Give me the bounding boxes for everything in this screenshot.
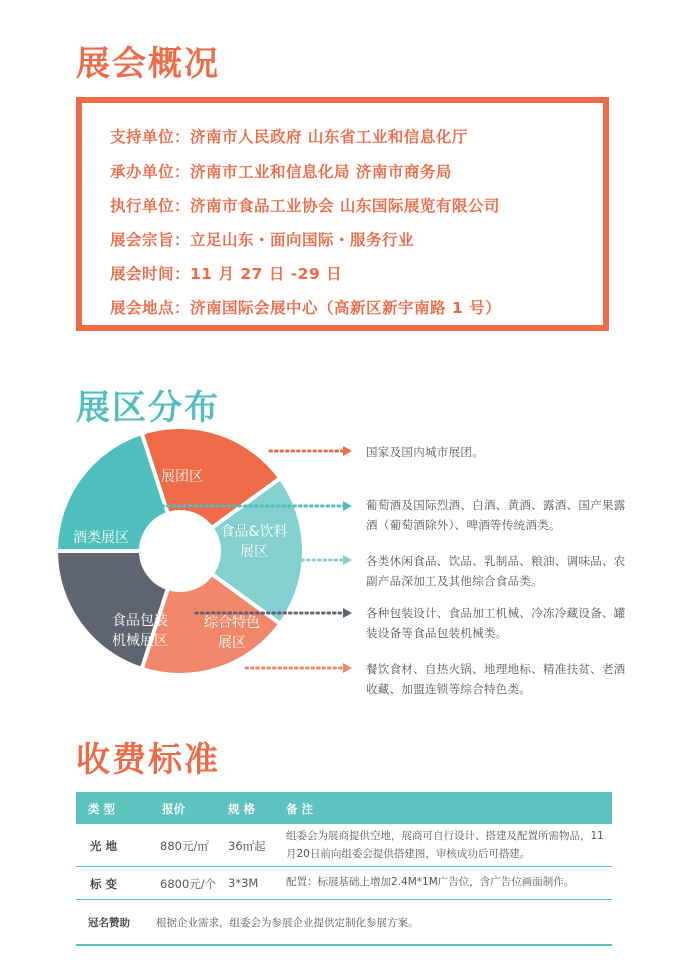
zone-label-specialty [194,613,270,653]
overview-organizer: 承办单位：济南市工业和信息化局 济南市商务局 [110,163,452,181]
cell-type: 光 地 [90,839,118,853]
cell-type: 标 变 [90,877,118,891]
cell-note: 根据企业需求，组委会为参展企业提供定制化参展方案。 [156,917,419,929]
zone-label-packaging-line2: 机械展区 [112,633,168,649]
overview-purpose: 展会宗旨：立足山东・面向国际・服务行业 [110,231,415,249]
zone-label-packaging-line1: 食品包装 [112,613,168,629]
cell-spec: 36㎡起 [228,839,266,853]
zone-label-food-beverage-line: 食品&饮料 [220,524,288,540]
arrow-right-icon [343,555,352,565]
fee-table [76,792,612,946]
section-title-fees: 收费标准 [76,740,220,780]
zone-label-food-beverage-line2: 展区 [240,544,268,560]
leader-delegation [270,446,352,456]
zone-desc-food-beverage: 各类休闲食品、饮品、乳制品、粮油、调味品、农副产品深加工及其他综合食品类。 [366,554,626,588]
zone-label-delegation: 展团区 [161,469,203,485]
zone-label-specialty-line1: 综合特色 [204,615,260,631]
cell-price: 880元/㎡ [160,839,209,853]
fee-table-header [76,792,612,824]
zone-label-liquor: 酒类展区 [73,530,129,546]
zone-label-food-beverage [216,522,292,562]
zone-label-specialty-line2: 展区 [218,635,246,651]
overview-executor: 执行单位：济南市食品工业协会 山东国际展览有限公司 [110,197,500,215]
zone-desc-specialty: 餐饮食材、自热火锅、地理地标、精准扶贫、老酒收藏、加盟连锁等综合特色类。 [366,662,626,696]
arrow-right-icon [343,608,352,618]
arrow-right-icon [343,446,352,456]
header-spec: 规 格 [228,802,256,816]
zone-desc-liquor: 葡萄酒及国际烈酒、白酒、黄酒、露酒、国产果露酒（葡萄酒除外）、啤酒等传统酒类。 [366,498,626,532]
header-type: 类 型 [88,802,116,816]
table-row [76,900,612,946]
overview-support: 支持单位：济南市人民政府 山东省工业和信息化厅 [110,128,468,146]
section-title-zones: 展区分布 [76,388,220,428]
cell-price: 6800元/个 [160,877,217,891]
leader-food-beverage [302,555,352,565]
cell-spec: 3*3M [228,876,259,890]
cell-note: 配置：标展基础上增加2.4M*1M广告位，含广告位画面制作。 [286,876,575,888]
zone-desc-packaging: 各种包装设计、食品加工机械、冷冻冷藏设备、罐装设备等食品包装机械类。 [366,606,626,640]
header-note: 备 注 [286,802,314,816]
table-row [76,867,612,900]
leader-specialty [246,663,352,673]
arrow-right-icon [343,501,352,511]
table-row [76,824,612,867]
header-price: 报价 [162,802,185,816]
section-title-overview: 展会概况 [76,44,220,84]
cell-note: 组委会为展商提供空地，展商可自行设计、搭建及配置所需物品，11月20日前向组委会提供搭建图，审核成功后可搭建。 [286,830,604,860]
zone-label-packaging [100,611,180,651]
arrow-right-icon [343,663,352,673]
overview-box [76,97,609,331]
cell-type: 冠名赞助 [88,917,130,929]
overview-time: 展会时间：11 月 27 日 -29 日 [110,265,343,283]
overview-venue: 展会地点：济南国际会展中心（高新区新宇南路 1 号） [110,299,502,317]
zone-desc-delegation: 国家及国内城市展团。 [366,445,484,459]
